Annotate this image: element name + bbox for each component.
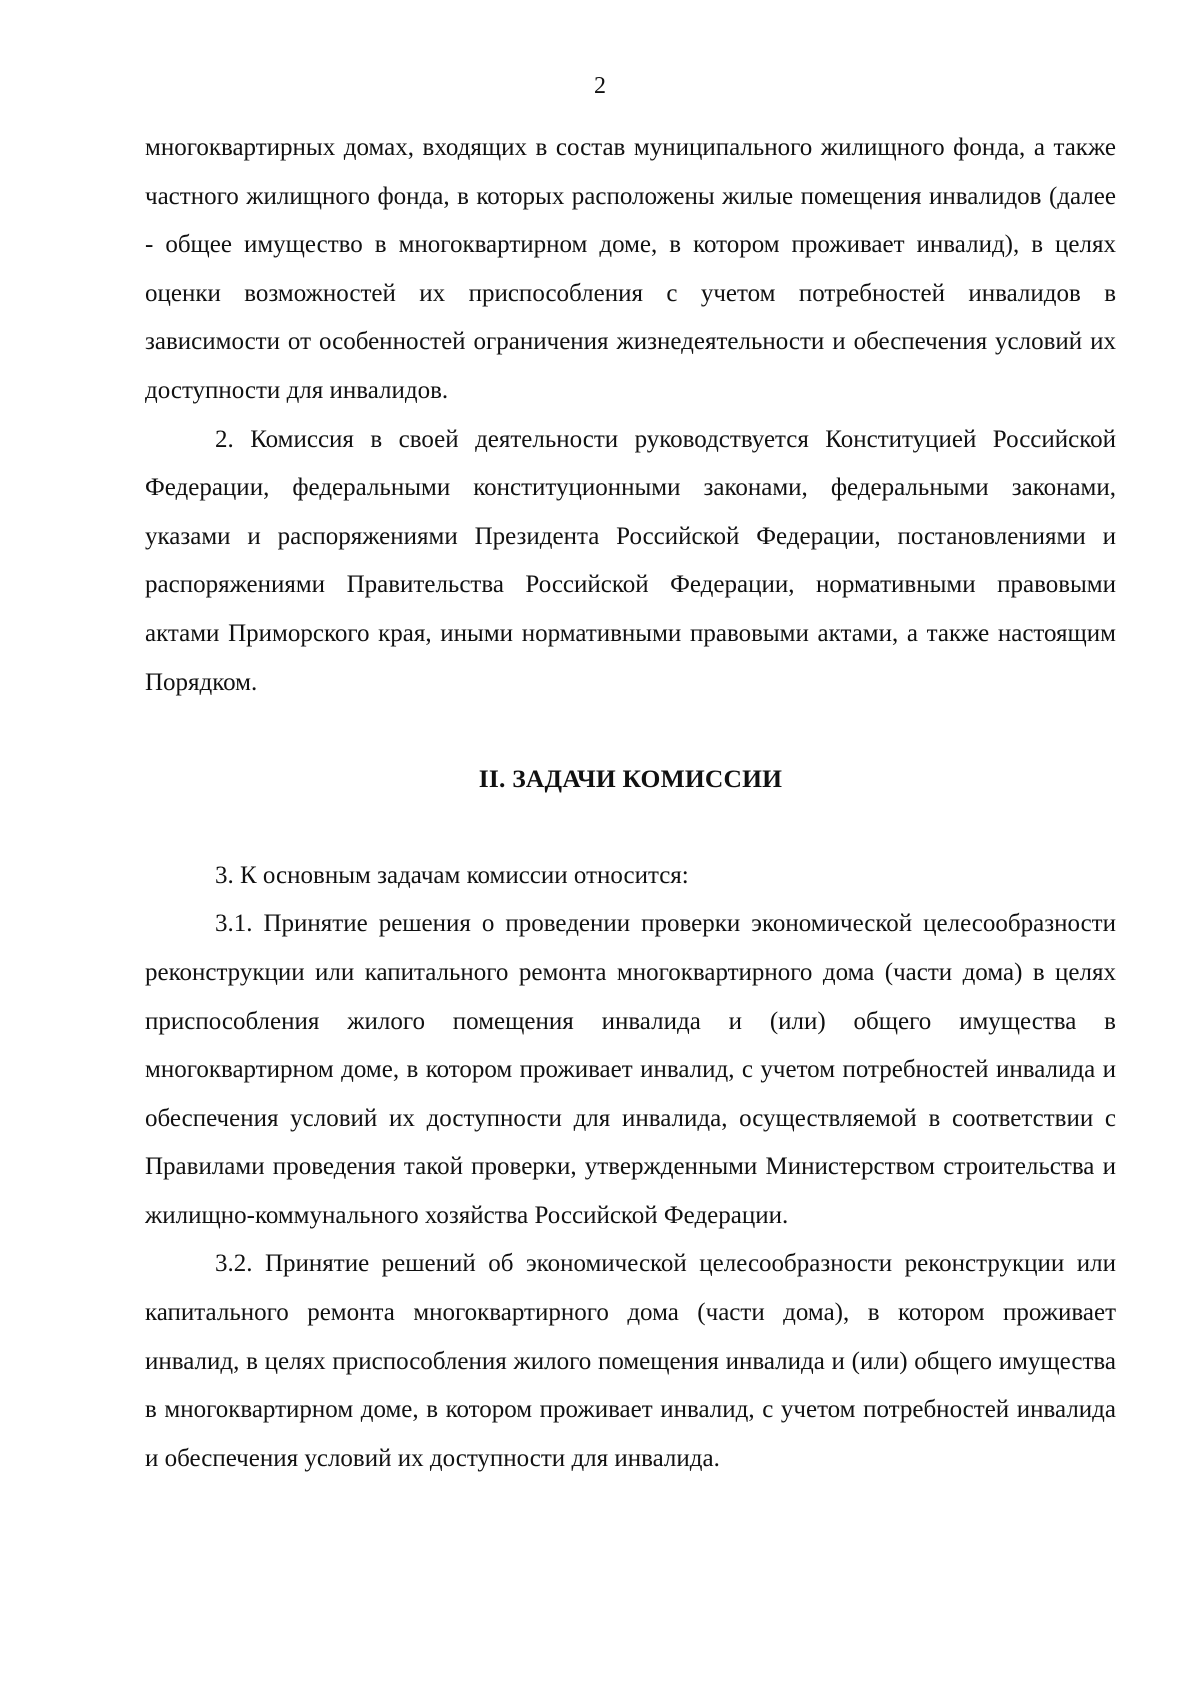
paragraph-3-1: 3.1. Принятие решения о проведении проверки экономической целесообразности реконструкции или капитального ремонта многоквартирного дома (части дома) в целях приспособления жилого помещения инвалида и (или) общего имущества в многоквартирном доме, в котором проживает инвалид, с учетом потребностей инвалида и обеспечения условий их доступности для инвалида, осуществляемой в соответствии с Правилами проведения такой проверки, утвержденными Министерством строительства и жилищно-коммунального хозяйства Российской Федерации. [145,910,1116,1229]
paragraph-3-2: 3.2. Принятие решений об экономической целесообразности реконструкции или капитального ремонта многоквартирного дома (части дома), в котором проживает инвалид, в целях приспособления жилого помещения инвалида и (или) общего имущества в многоквартирном доме, в котором проживает инвалид, с учетом потребностей инвалида и обеспечения условий их доступности для инвалида. [145,1250,1116,1472]
page-number: 2 [594,73,606,99]
document-body [145,124,1116,1483]
section-heading: II. ЗАДАЧИ КОМИССИИ [478,764,783,794]
paragraph-continuation: многоквартирных домах, входящих в состав муниципального жилищного фонда, а также частного жилищного фонда, в которых расположены жилые помещения инвалидов (далее - общее имущество в многоквартирном доме, в котором проживает инвалид), в целях оценки возможностей их приспособления с учетом потребностей инвалидов в зависимости от особенностей ограничения жизнедеятельности и обеспечения условий их доступности для инвалидов. [145,134,1116,404]
paragraph-3: 3. К основным задачам комиссии относится: [215,861,689,889]
paragraph-2: 2. Комиссия в своей деятельности руководствуется Конституцией Российской Федерации, федеральными конституционными законами, федеральными законами, указами и распоряжениями Президента Российской Федерации, постановлениями и распоряжениями Правительства Российской Федерации, нормативными правовыми актами Приморского края, иными нормативными правовыми актами, а также настоящим Порядком. [145,425,1116,696]
